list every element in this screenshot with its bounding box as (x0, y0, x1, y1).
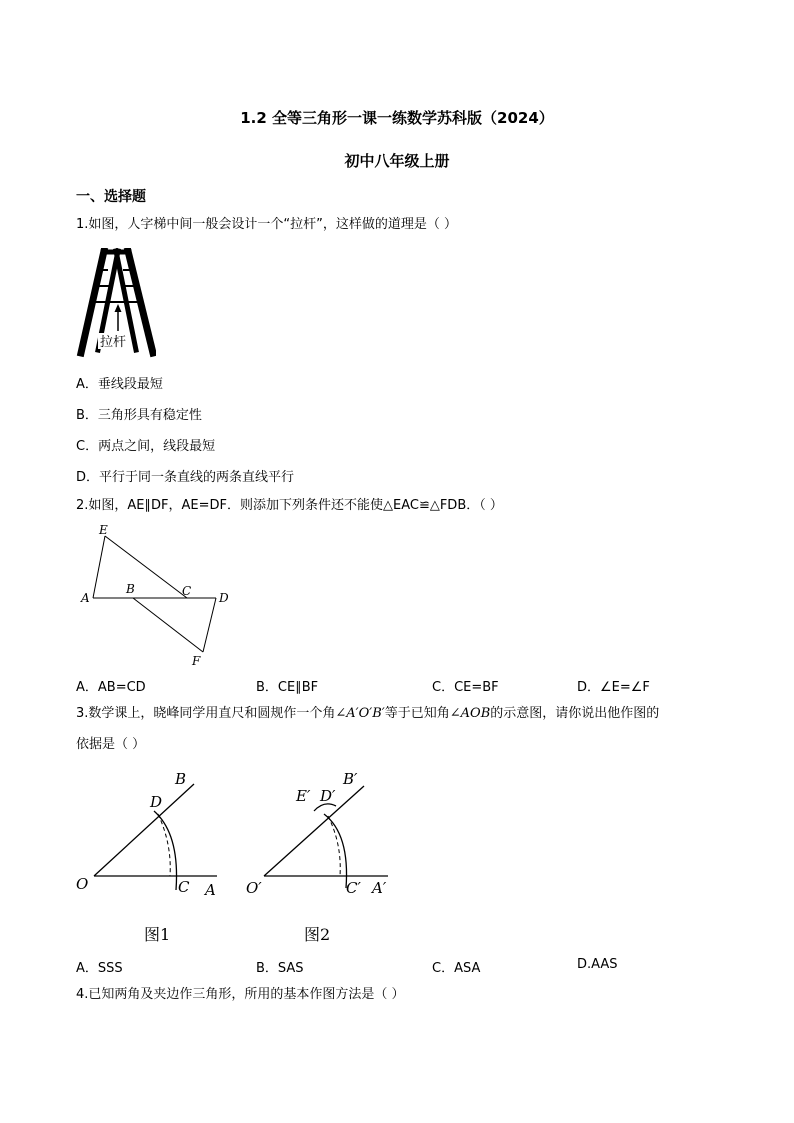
document-title: 1.2 全等三角形一课一练数学苏科版（2024） (240, 109, 554, 127)
document-subtitle: 初中八年级上册 (344, 152, 450, 170)
q1-option-d: D．平行于同一条直线的两条直线平行 (76, 470, 295, 485)
q2-option-c: C．CE=BF (432, 680, 499, 695)
ray-o-prime-b-prime (264, 786, 364, 876)
segment-bf (133, 598, 203, 652)
q2-option-a: A．AB=CD (76, 680, 146, 695)
fig1-label-o: O (76, 875, 89, 893)
question-3-stem (76, 705, 659, 723)
q3-angle-prime: ∠A′O′B′ (335, 706, 385, 721)
up-arrow-icon (115, 304, 122, 331)
label-f: F (192, 654, 201, 668)
label-b: B (126, 582, 135, 596)
q3-option-b: B．SAS (256, 961, 304, 976)
question-2-stem: 2.如图，AE∥DF，AE=DF．则添加下列条件还不能使△EAC≌△FDB．（ ） (76, 498, 503, 513)
fig1-label-a: A (205, 881, 216, 899)
fig2-label-e: E′ (296, 787, 311, 805)
q1-option-b: B．三角形具有稳定性 (76, 408, 202, 423)
q3-stem-part1: 3.数学课上，晓峰同学用直尺和圆规作一个角 (76, 706, 336, 721)
fig2-label-a: A′ (372, 879, 387, 897)
label-e: E (99, 523, 108, 537)
segment-ae (93, 536, 105, 598)
fig1-caption: 图1 (144, 925, 171, 944)
pull-rod-label: 拉杆 (100, 335, 127, 350)
ladder-figure (76, 248, 156, 358)
q3-option-d: D.AAS (577, 957, 618, 972)
fig2-label-b: B′ (343, 770, 358, 788)
q3-stem-part2: 等于已知角 (384, 706, 450, 721)
label-c: C (182, 584, 192, 598)
fig2-label-d: D′ (320, 787, 336, 805)
ray-ob (94, 784, 194, 876)
question-1-stem: 1.如图，人字梯中间一般会设计一个“拉杆”，这样做的道理是（ ） (76, 217, 458, 232)
q3-option-a: A．SSS (76, 961, 123, 976)
fig2-label-o: O′ (246, 879, 262, 897)
segment-ec (105, 536, 187, 598)
q2-option-b: B．CE∥BF (256, 680, 319, 695)
q3-option-c: C．ASA (432, 961, 481, 976)
q2-option-d: D．∠E=∠F (577, 680, 650, 695)
construction-arc (154, 811, 177, 890)
question-3-stem-line2: 依据是（ ） (76, 737, 146, 752)
label-a: A (81, 591, 90, 605)
label-d: D (219, 591, 229, 605)
angle-figure-1 (70, 764, 230, 946)
segment-df (203, 598, 216, 652)
q3-angle-aob: ∠AOB (449, 706, 491, 721)
angle-figure-2 (240, 764, 400, 946)
fig1-label-b: B (175, 770, 187, 788)
fig1-label-c: C (178, 878, 190, 896)
question-4-stem: 4.已知两角及夹边作三角形，所用的基本作图方法是（ ） (76, 987, 405, 1002)
q3-stem-part3: 的示意图，请你说出他作图的 (490, 706, 660, 721)
fig2-label-c: C′ (346, 879, 361, 897)
section-heading: 一、选择题 (76, 189, 146, 205)
construction-arc-2 (324, 814, 347, 888)
q1-option-a: A．垂线段最短 (76, 377, 163, 392)
fig1-label-d: D (150, 793, 163, 811)
fig2-caption: 图2 (304, 925, 331, 944)
q1-option-c: C．两点之间，线段最短 (76, 439, 216, 454)
parallel-triangles-figure (76, 520, 246, 670)
